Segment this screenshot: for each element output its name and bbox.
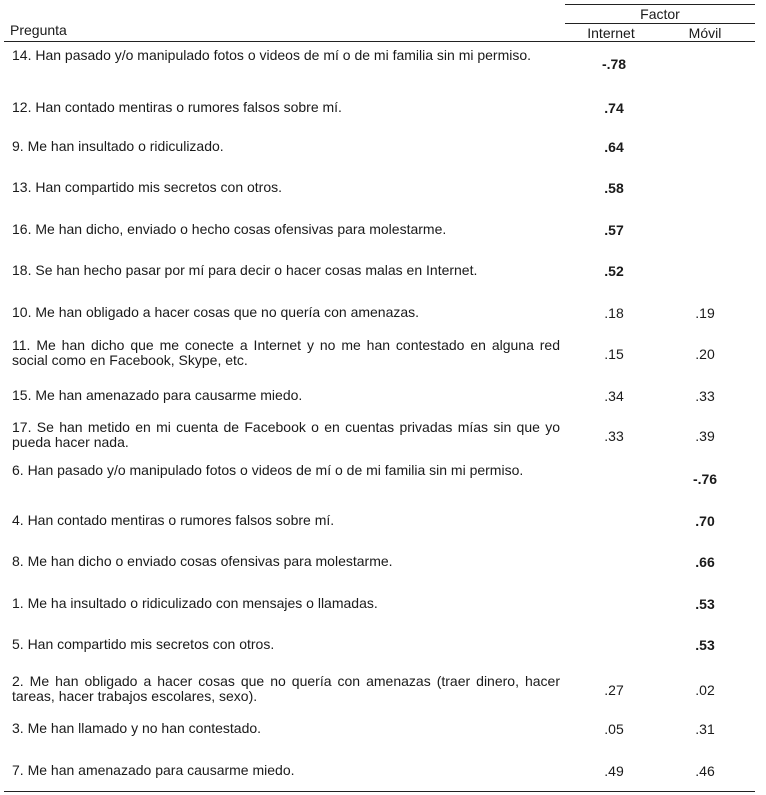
- row-movil-value: .46: [695, 763, 715, 779]
- row-question: 5. Han compartido mis secretos con otros.: [12, 636, 275, 652]
- row-movil-value: .02: [695, 682, 715, 698]
- row-question: 1. Me ha insultado o ridiculizado con mensajes o llamadas.: [12, 595, 378, 611]
- row-movil-value: .39: [695, 428, 715, 444]
- row-movil-value: .19: [695, 305, 715, 321]
- row-movil-value: .70: [695, 513, 715, 529]
- row-internet-value: .52: [604, 263, 624, 279]
- row-internet-value: .49: [604, 763, 624, 779]
- row-question: 16. Me han dicho, enviado o hecho cosas ofensivas para molestarme.: [12, 221, 447, 237]
- row-movil-value: .53: [695, 637, 715, 653]
- row-question: 6. Han pasado y/o manipulado fotos o videos de mí o de mi familia sin mi permiso.: [12, 462, 524, 478]
- row-question: 9. Me han insultado o ridiculizado.: [12, 138, 224, 154]
- row-movil-value: .66: [695, 554, 715, 570]
- row-movil-value: .31: [695, 721, 715, 737]
- factor-underline: [565, 23, 755, 24]
- row-internet-value: .15: [604, 346, 624, 362]
- top-rule-right: [565, 4, 755, 5]
- row-internet-value: .27: [604, 682, 624, 698]
- row-internet-value: .64: [604, 139, 624, 155]
- row-question: 13. Han compartido mis secretos con otros.: [12, 179, 283, 195]
- row-movil-value: -.76: [692, 471, 718, 487]
- row-question: 10. Me han obligado a hacer cosas que no quería con amenazas.: [12, 304, 420, 320]
- row-movil-value: .53: [695, 596, 715, 612]
- header-pregunta: Pregunta: [10, 22, 67, 38]
- row-question: 3. Me han llamado y no han contestado.: [12, 720, 262, 736]
- row-internet-value: .33: [604, 428, 624, 444]
- row-question: 15. Me han amenazado para causarme miedo.: [12, 387, 303, 403]
- row-question: 17. Se han metido en mi cuenta de Facebook o en cuentas privadas mías sin que yo pueda hacer nada.: [12, 419, 560, 450]
- row-internet-value: .74: [604, 100, 624, 116]
- row-question: 7. Me han amenazado para causarme miedo.: [12, 762, 295, 778]
- row-internet-value: -.78: [601, 56, 627, 72]
- row-question: 12. Han contado mentiras o rumores falsos sobre mí.: [12, 99, 342, 115]
- row-internet-value: .58: [604, 180, 624, 196]
- row-internet-value: .57: [604, 222, 624, 238]
- row-question: 2. Me han obligado a hacer cosas que no quería con amenazas (traer dinero, hacer tareas, hacer trabajos escolares, sexo).: [12, 673, 560, 704]
- row-question: 11. Me han dicho que me conecte a Internet y no me han contestado en alguna red social como en Facebook, Skype, etc.: [12, 337, 560, 368]
- header-factor: Factor: [640, 6, 680, 22]
- header-rule: [4, 41, 755, 42]
- row-question: 4. Han contado mentiras o rumores falsos sobre mí.: [12, 512, 335, 528]
- row-question: 14. Han pasado y/o manipulado fotos o videos de mí o de mi familia sin mi permiso.: [12, 47, 532, 63]
- header-internet: Internet: [587, 25, 635, 41]
- row-movil-value: .20: [695, 346, 715, 362]
- bottom-rule: [4, 791, 755, 792]
- row-question: 18. Se han hecho pasar por mí para decir o hacer cosas malas en Internet.: [12, 262, 478, 278]
- row-question: 8. Me han dicho o enviado cosas ofensivas para molestarme.: [12, 553, 393, 569]
- row-internet-value: .18: [604, 305, 624, 321]
- header-movil: Móvil: [688, 25, 722, 41]
- row-movil-value: .33: [695, 388, 715, 404]
- row-internet-value: .34: [604, 388, 624, 404]
- row-internet-value: .05: [604, 721, 624, 737]
